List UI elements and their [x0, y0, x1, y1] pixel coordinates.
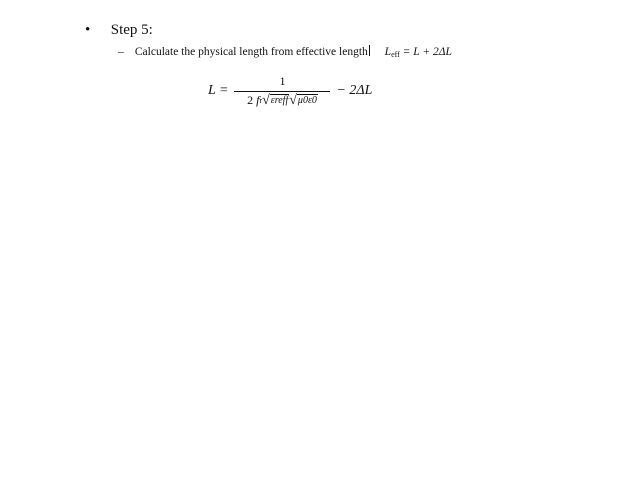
sub-bullet: [118, 45, 452, 59]
eq-rhs: = L + 2ΔL: [399, 46, 452, 58]
den-prefix: 2: [247, 93, 254, 107]
den-fr-subscript: r: [259, 96, 263, 105]
radical-sign-icon: √: [262, 92, 270, 108]
formula-numerator: 1: [279, 74, 286, 88]
formula-tail: − 2ΔL: [336, 83, 373, 98]
bullet-marker: •: [85, 22, 91, 38]
effective-length-equation: [385, 46, 452, 58]
eq-lhs: L: [384, 46, 392, 58]
eq-lhs-subscript: eff: [391, 50, 400, 59]
sub-bullet-text: Calculate the physical length from effective length: [134, 46, 368, 58]
radical-sign-icon: √: [289, 92, 297, 108]
text-cursor: [369, 45, 370, 56]
length-formula: [208, 74, 372, 108]
sqrt-mu0-eps0: [289, 94, 318, 108]
formula-lhs: L =: [208, 83, 229, 98]
step-label: Step 5:: [110, 22, 153, 38]
formula-denominator: [247, 92, 318, 108]
sqrt-eps-reff: [262, 94, 289, 108]
step-bullet: [85, 22, 153, 39]
formula-fraction: [234, 74, 330, 108]
sqrt1-content: εreff: [270, 94, 289, 106]
den-fr: f: [256, 93, 260, 107]
sqrt2-content: μ0ε0: [297, 94, 317, 106]
dash-marker: –: [118, 46, 124, 58]
